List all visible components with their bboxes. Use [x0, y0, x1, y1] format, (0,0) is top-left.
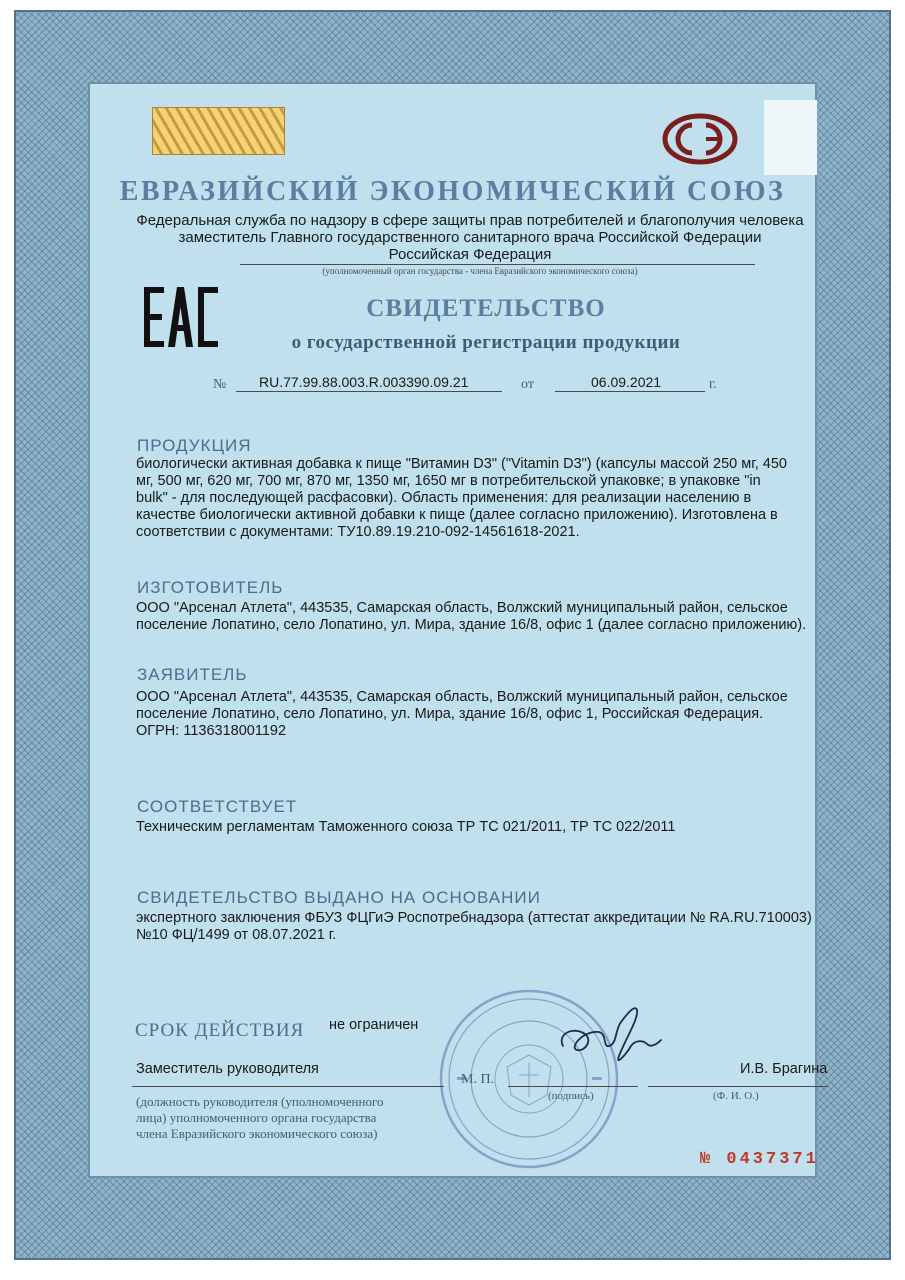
applicant-text: [136, 689, 856, 740]
applicant-line: ООО "Арсенал Атлета", 443535, Самарская область, Волжский муниципальный район, сельское: [136, 689, 788, 705]
complies-line: Техническим регламентам Таможенного союза ТР ТС 021/2011, ТР ТС 022/2011: [136, 819, 676, 835]
hologram-sticker: [152, 107, 285, 155]
serial-number: № 0437371: [700, 1150, 819, 1169]
certificate-subtitle: о государственной регистрации продукции: [291, 332, 681, 353]
validity-heading: СРОК ДЕЙСТВИЯ: [135, 1020, 305, 1041]
position-caption-line: (должность руководителя (уполномоченного: [136, 1094, 384, 1109]
se-conformity-logo: [662, 113, 738, 165]
position-caption-line: члена Евразийского экономического союза): [136, 1126, 378, 1141]
handwritten-signature: [555, 1000, 665, 1070]
product-line: качестве биологически активной добавки к пище (далее согласно приложению). Изготовлена в: [136, 507, 778, 523]
number-label: №: [213, 377, 227, 392]
mp-label: М. П.: [461, 1072, 495, 1087]
basis-heading: СВИДЕТЕЛЬСТВО ВЫДАНО НА ОСНОВАНИИ: [137, 888, 541, 907]
authority-caption: (уполномоченный орган государства - члена Евразийского экономического союза): [322, 266, 638, 276]
union-title: ЕВРАЗИЙСКИЙ ЭКОНОМИЧЕСКИЙ СОЮЗ: [119, 176, 786, 207]
applicant-heading: ЗАЯВИТЕЛЬ: [137, 665, 248, 684]
product-heading: ПРОДУКЦИЯ: [137, 436, 252, 455]
date-label: от: [521, 377, 534, 392]
product-line: bulk" - для последующей расфасовки). Область применения: для реализации населению в: [136, 490, 752, 506]
manufacturer-line: поселение Лопатино, село Лопатино, ул. Мира, здание 16/8, офис 1 (далее согласно приложению).: [136, 617, 807, 633]
product-line: мг, 500 мг, 620 мг, 700 мг, 870 мг, 1350 мг, 1650 мг в потребительской упаковке; в упаковке "in: [136, 473, 761, 489]
manufacturer-line: ООО "Арсенал Атлета", 443535, Самарская область, Волжский муниципальный район, сельское: [136, 600, 788, 616]
authority-line: Федеральная служба по надзору в сфере защиты прав потребителей и благополучия человека: [136, 212, 804, 229]
authority-underline: [240, 264, 755, 265]
signature-underline: [508, 1086, 638, 1087]
applicant-line: ОГРН: 1136318001192: [136, 723, 287, 739]
position-caption: [136, 1094, 383, 1142]
product-line: биологически активная добавка к пище "Витамин D3" ("Vitamin D3") (капсулы массой 250 мг, 450: [136, 456, 787, 472]
authority-line: заместитель Главного государственного санитарного врача Российской Федерации: [178, 229, 762, 246]
position-underline: [132, 1086, 444, 1087]
product-line: соответствии с документами: ТУ10.89.19.210-092-14561618-2021.: [136, 524, 580, 540]
number-underline: [236, 391, 502, 392]
year-suffix: г.: [709, 377, 717, 392]
authority-line: Российская Федерация: [388, 246, 552, 263]
manufacturer-text: [136, 600, 856, 634]
name-underline: [648, 1086, 828, 1087]
authority-block: [120, 212, 820, 263]
applicant-line: поселение Лопатино, село Лопатино, ул. Мира, здание 16/8, офис 1, Российская Федерация.: [136, 706, 764, 722]
complies-text: [136, 819, 836, 836]
signature-caption: (подпись): [548, 1090, 594, 1102]
certificate-date: 06.09.2021: [591, 374, 662, 390]
corner-patch: [764, 100, 817, 175]
manufacturer-heading: ИЗГОТОВИТЕЛЬ: [137, 578, 284, 597]
basis-line: №10 ФЦ/1499 от 08.07.2021 г.: [136, 927, 337, 943]
position-caption-line: лица) уполномоченного органа государства: [136, 1110, 377, 1125]
basis-line: экспертного заключения ФБУЗ ФЦГиЭ Роспотребнадзора (аттестат аккредитации № RA.RU.710003): [136, 910, 812, 926]
signatory-name: И.В. Брагина: [740, 1061, 828, 1077]
product-text: [136, 456, 836, 541]
date-underline: [555, 391, 705, 392]
name-caption: (Ф. И. О.): [713, 1090, 759, 1102]
signatory-position: Заместитель руководителя: [136, 1061, 319, 1077]
certificate-title: СВИДЕТЕЛЬСТВО: [366, 295, 606, 322]
basis-text: [136, 910, 866, 944]
complies-heading: СООТВЕТСТВУЕТ: [137, 797, 298, 816]
certificate-number: RU.77.99.88.003.R.003390.09.21: [259, 374, 469, 390]
validity-value: не ограничен: [329, 1017, 419, 1033]
